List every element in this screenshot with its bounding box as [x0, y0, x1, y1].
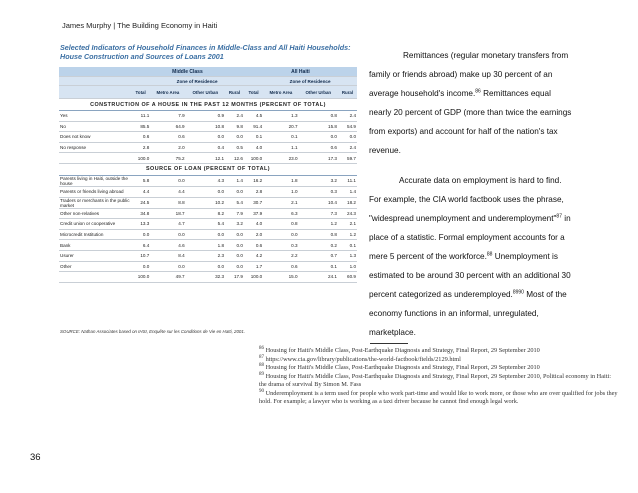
- footnote-number: 86: [259, 345, 264, 351]
- footnote-number: 90: [259, 388, 264, 394]
- footnote: [259, 364, 619, 373]
- footnote-text: Housing for Haiti's Middle Class, Post-Earthquake Diagnosis and Strategy, Final Report, 29 September 2010: [265, 347, 540, 354]
- col-header: Rural: [225, 86, 244, 99]
- table-cell: 4.2: [244, 250, 263, 261]
- table-cell: 1.0: [338, 261, 357, 272]
- table-cell: 9.8: [225, 121, 244, 132]
- table-cell: 2.4: [225, 111, 244, 122]
- row-label: [59, 153, 131, 164]
- table-cell: 59.7: [338, 153, 357, 164]
- table-cell: 0.1: [299, 261, 338, 272]
- table-cell: 0.0: [338, 132, 357, 143]
- table-cell: 49.7: [150, 272, 185, 283]
- col-header: Metro Area: [263, 86, 298, 99]
- table-cell: 0.0: [150, 229, 185, 240]
- table-cell: 17.3: [299, 153, 338, 164]
- table-cell: 0.0: [131, 229, 150, 240]
- footnote-text: Housing for Haiti's Middle Class, Post-Earthquake Diagnosis and Strategy, Final Report, 29 September 2010: [265, 364, 540, 371]
- table-cell: 34.8: [131, 208, 150, 219]
- table-cell: 4.0: [244, 142, 263, 153]
- table-row: [59, 219, 357, 230]
- table-cell: 0.3: [263, 240, 298, 251]
- table-row: [59, 261, 357, 272]
- table-cell: 4.4: [131, 186, 150, 197]
- table-cell: 24.5: [131, 197, 150, 208]
- table-cell: 0.0: [150, 261, 185, 272]
- group-header-all-haiti: All Haiti: [244, 67, 357, 77]
- table-cell: 18.2: [338, 197, 357, 208]
- table-cell: 0.0: [225, 240, 244, 251]
- table-cell: 2.4: [338, 111, 357, 122]
- table-cell: 1.1: [263, 142, 298, 153]
- table-cell: 0.6: [263, 261, 298, 272]
- table-cell: 24.1: [299, 272, 338, 283]
- table-cell: 8.4: [150, 250, 185, 261]
- table-cell: 13.3: [131, 219, 150, 230]
- paragraph: Accurate data on employment is hard to find. For example, the CIA world factbook uses the phrase, "widespread unemployment and underemployment"$^{87}$ in place of a statistic. Formal employment accounts for a mere 5 percent of the workforce.$^{88}$ Unemployment is estimated to be around 30 percent with an additional 30 percent categorized as underemployed.$^{8990}$ Most of the economy functions in an informal, unregulated, marketplace.: [369, 176, 571, 337]
- table-cell: 3.2: [299, 175, 338, 186]
- footnote: [259, 347, 619, 356]
- table-cell: 54.9: [338, 121, 357, 132]
- table-row: [59, 132, 357, 143]
- table-cell: 0.0: [131, 261, 150, 272]
- table-cell: 7.9: [150, 111, 185, 122]
- table-row: [59, 111, 357, 122]
- table-row: [59, 240, 357, 251]
- footnote-text: https://www.cia.gov/library/publications/the-world-factbook/fields/2129.html: [265, 355, 461, 363]
- table-cell: 0.4: [186, 142, 225, 153]
- table-cell: 10.8: [186, 121, 225, 132]
- row-label: Microcredit Institution: [59, 229, 131, 240]
- table-cell: 6.4: [131, 240, 150, 251]
- table-row: [59, 121, 357, 132]
- table-cell: 0.0: [225, 229, 244, 240]
- table-cell: 0.6: [131, 132, 150, 143]
- table-row: [59, 175, 357, 186]
- col-header: Total: [244, 86, 263, 99]
- table-cell: 5.4: [186, 219, 225, 230]
- table-cell: 2.1: [263, 197, 298, 208]
- zone-header: Zone of Residence: [150, 77, 244, 86]
- table-cell: 32.3: [186, 272, 225, 283]
- table-cell: 30.7: [244, 197, 263, 208]
- table-cell: 23.0: [263, 153, 298, 164]
- table-cell: 4.4: [150, 186, 185, 197]
- table-cell: 4.7: [150, 219, 185, 230]
- table-cell: 2.3: [186, 250, 225, 261]
- table-cell: 2.4: [338, 142, 357, 153]
- footnote-ref[interactable]: 87: [556, 213, 562, 220]
- table-row: [59, 153, 357, 164]
- table-cell: 0.7: [299, 250, 338, 261]
- table-cell: 4.6: [150, 240, 185, 251]
- row-label: Other: [59, 261, 131, 272]
- table-row: [59, 272, 357, 283]
- table-cell: 4.5: [244, 111, 263, 122]
- table-cell: 1.8: [263, 175, 298, 186]
- table-cell: 0.0: [150, 175, 185, 186]
- row-label: Parents living in Haiti, outside the house: [59, 175, 131, 186]
- table-cell: 100.0: [244, 153, 263, 164]
- running-header: James Murphy | The Building Economy in Haiti: [62, 21, 218, 30]
- table-cell: 7.3: [299, 208, 338, 219]
- table-row: [59, 186, 357, 197]
- table-cell: 10.7: [131, 250, 150, 261]
- table-cell: 15.0: [263, 272, 298, 283]
- table-cell: 1.8: [186, 240, 225, 251]
- table-cell: 0.1: [263, 132, 298, 143]
- row-label: Usurer: [59, 250, 131, 261]
- footnote-ref[interactable]: 88: [486, 251, 493, 258]
- table-cell: 15.8: [299, 121, 338, 132]
- table-cell: 100.0: [131, 272, 150, 283]
- col-header: Total: [131, 86, 150, 99]
- table-cell: 0.8: [263, 219, 298, 230]
- table-cell: 1.0: [263, 186, 298, 197]
- table-cell: 1.2: [338, 229, 357, 240]
- table-cell: 0.2: [299, 240, 338, 251]
- table-cell: 0.0: [225, 132, 244, 143]
- table-cell: 18.7: [150, 208, 185, 219]
- table-cell: 2.8: [244, 186, 263, 197]
- table-cell: 2.0: [244, 229, 263, 240]
- table-cell: 0.0: [186, 261, 225, 272]
- row-label: Credit union or cooperative: [59, 219, 131, 230]
- table-cell: 85.5: [131, 121, 150, 132]
- footnote: [259, 390, 619, 407]
- table-cell: 0.0: [299, 132, 338, 143]
- group-header-middle-class: Middle Class: [131, 67, 244, 77]
- col-header: Metro Area: [150, 86, 185, 99]
- footnote-text: Underemployment is a term used for people who work part-time and would like to work more, or those who are over qualified for jobs they hold. For example; a lawyer who is working as a taxi driver because he cannot find enough legal work.: [259, 389, 618, 405]
- table-cell: 24.3: [338, 208, 357, 219]
- table-cell: 1.7: [244, 261, 263, 272]
- footnote-divider: [370, 343, 408, 344]
- section-header: CONSTRUCTION OF A HOUSE IN THE PAST 12 MONTHS (PERCENT OF TOTAL): [59, 99, 357, 111]
- table-cell: 2.8: [131, 142, 150, 153]
- table-cell: 75.2: [150, 153, 185, 164]
- table-cell: 11.1: [131, 111, 150, 122]
- row-label: Other non-relatives: [59, 208, 131, 219]
- table-cell: 37.9: [244, 208, 263, 219]
- table-cell: 91.4: [244, 121, 263, 132]
- table-cell: 1.2: [299, 219, 338, 230]
- table-cell: 20.7: [263, 121, 298, 132]
- table-row: [59, 229, 357, 240]
- footnote: [259, 373, 619, 390]
- table-cell: 7.9: [225, 208, 244, 219]
- col-header: Other Urban: [299, 86, 338, 99]
- data-table: [59, 67, 357, 283]
- table-cell: 0.8: [299, 229, 338, 240]
- table-cell: 4.0: [244, 219, 263, 230]
- table-row: [59, 208, 357, 219]
- row-label: Yes: [59, 111, 131, 122]
- table-row: [59, 197, 357, 208]
- table-cell: 0.0: [225, 186, 244, 197]
- table-cell: 1.4: [225, 175, 244, 186]
- footnote: [259, 356, 619, 365]
- footnote-ref[interactable]: 86: [475, 88, 481, 95]
- table-cell: 1.3: [263, 111, 298, 122]
- section-header: SOURCE OF LOAN (PERCENT OF TOTAL): [59, 163, 357, 175]
- table-cell: 0.0: [186, 132, 225, 143]
- table-cell: 0.1: [244, 132, 263, 143]
- page-number: 36: [30, 452, 41, 463]
- table-cell: 100.0: [244, 272, 263, 283]
- table-cell: 0.9: [186, 111, 225, 122]
- table-cell: 12.6: [225, 153, 244, 164]
- table-cell: 0.0: [225, 261, 244, 272]
- table-cell: 0.0: [263, 229, 298, 240]
- table-cell: 4.3: [186, 175, 225, 186]
- table-source: SOURCE: Nathan Associates based on IHSI, Enquête sur les Conditions de Vie en Haïti, 2001.: [60, 329, 245, 334]
- table-cell: 0.3: [299, 186, 338, 197]
- table-row: [59, 250, 357, 261]
- footnotes: [259, 347, 619, 407]
- table-cell: 0.0: [186, 186, 225, 197]
- table-cell: 12.1: [186, 153, 225, 164]
- row-label: [59, 272, 131, 283]
- table-title: Selected Indicators of Household Finances in Middle-Class and All Haiti Households: House Construction and Sources of Loans 2001: [60, 43, 351, 61]
- table-cell: 60.9: [338, 272, 357, 283]
- row-label: No: [59, 121, 131, 132]
- table-cell: 0.6: [150, 132, 185, 143]
- table-cell: 64.9: [150, 121, 185, 132]
- footnote-number: 87: [259, 354, 264, 360]
- footnote-number: 89: [259, 371, 264, 377]
- table-cell: 0.8: [299, 111, 338, 122]
- zone-header: Zone of Residence: [263, 77, 357, 86]
- col-header: Rural: [338, 86, 357, 99]
- table-cell: 5.4: [225, 197, 244, 208]
- table-cell: 0.6: [244, 240, 263, 251]
- table-cell: 16.2: [244, 175, 263, 186]
- table-cell: 8.2: [186, 208, 225, 219]
- row-label: Parents or friends living abroad: [59, 186, 131, 197]
- table-cell: 0.0: [225, 250, 244, 261]
- table-cell: 100.0: [131, 153, 150, 164]
- table-cell: 1.4: [338, 186, 357, 197]
- table-row: [59, 142, 357, 153]
- table-cell: 0.0: [186, 229, 225, 240]
- table-cell: 10.2: [186, 197, 225, 208]
- table-cell: 1.3: [338, 250, 357, 261]
- table-cell: 0.5: [225, 142, 244, 153]
- table-cell: 0.6: [299, 142, 338, 153]
- table-cell: 2.2: [263, 250, 298, 261]
- table-cell: 5.8: [131, 175, 150, 186]
- col-header: Other Urban: [186, 86, 225, 99]
- row-label: Does not know: [59, 132, 131, 143]
- footnote-ref[interactable]: 8990: [512, 289, 524, 296]
- row-label: Traders or merchants in the public market: [60, 197, 130, 208]
- table-cell: 2.1: [338, 219, 357, 230]
- table-cell: 2.0: [150, 142, 185, 153]
- row-label: Bank: [59, 240, 131, 251]
- paragraph: Remittances (regular monetary transfers from family or friends abroad) make up 30 percent of an average household's income.$^{86}$ Remittances equal nearly 20 percent of GDP (more than twice the earnings from exports) and account for half of the nation's tax revenue.: [369, 51, 572, 155]
- row-label: No response: [59, 142, 131, 153]
- footnote-text: Housing for Haiti's Middle Class, Post-Earthquake Diagnosis and Strategy, Final Report, 29 September 2010, Political economy in Haiti: the drama of survival By Simon M. Fass: [259, 372, 612, 388]
- table-cell: 8.8: [150, 197, 185, 208]
- table-cell: 11.1: [338, 175, 357, 186]
- body-text: [369, 46, 574, 342]
- table-cell: 3.2: [225, 219, 244, 230]
- table-cell: 10.4: [299, 197, 338, 208]
- table-figure: [59, 44, 357, 342]
- table-cell: 6.3: [263, 208, 298, 219]
- footnote-number: 88: [259, 362, 264, 368]
- table-cell: 17.9: [225, 272, 244, 283]
- table-cell: 0.1: [338, 240, 357, 251]
